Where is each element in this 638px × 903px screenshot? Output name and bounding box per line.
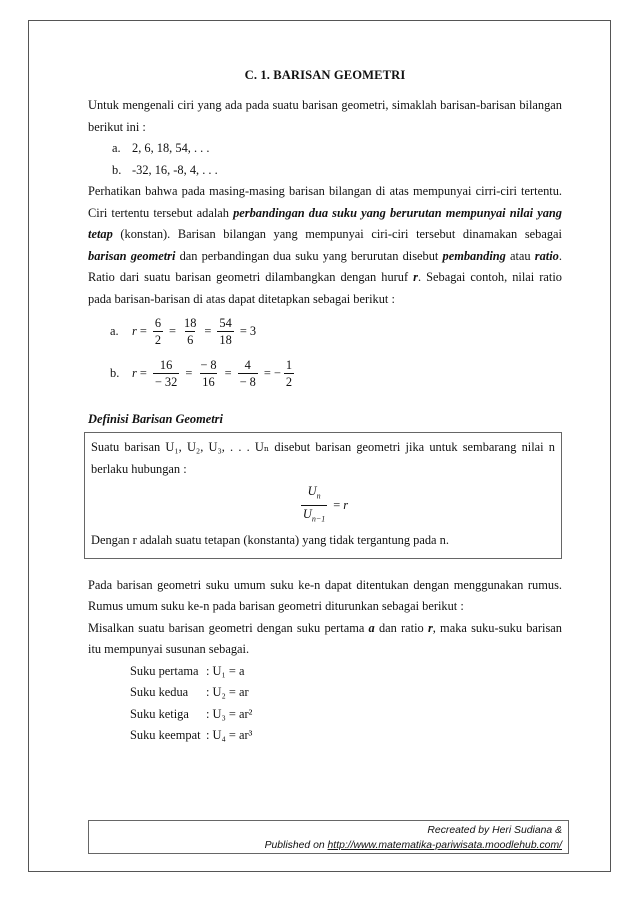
term-list bbox=[88, 661, 562, 747]
example-item-a: a. 2, 6, 18, 54, . . . bbox=[112, 141, 210, 155]
term-row: Suku ketiga : U₃ = ar² bbox=[130, 706, 253, 721]
general-term-paragraph: Pada barisan geometri suku umum suku ke-n dapat ditentukan dengan menggunakan rumus. Rumus umum suku ke-n pada barisan geometri diturunkan sebagai berikut : bbox=[88, 577, 562, 613]
suppose-paragraph: Misalkan suatu barisan geometri dengan suku pertama a dan ratio r, maka suku-suku barisan itu mempunyai susunan sebagai. bbox=[88, 620, 562, 656]
footer-published-line: Published on http://www.matematika-pariwisata.moodlehub.com/ bbox=[264, 840, 562, 851]
section-title: C. 1. BARISAN GEOMETRI bbox=[244, 68, 406, 82]
footer-credit bbox=[88, 820, 569, 854]
footer-link[interactable]: http://www.matematika-pariwisata.moodlehub.com/ bbox=[327, 840, 562, 851]
term-row: Suku keempat : U₄ = ar³ bbox=[130, 728, 253, 742]
document-content bbox=[88, 68, 562, 747]
definition-text: Suatu barisan U₁, U₂, U₃, . . . Uₙ disebut barisan geometri jika untuk sembarang nilai n berlaku hubungan : bbox=[91, 440, 555, 476]
definition-note: Dengan r adalah suatu tetapan (konstanta) yang tidak tergantung pada n. bbox=[91, 533, 449, 547]
ratio-example-a: a. r = $\frac{6}{2}$ = $\frac{18}{6}$ = $\frac{54}{18}$ = 3 bbox=[110, 315, 257, 347]
example-item-b: b. -32, 16, -8, 4, . . . bbox=[112, 162, 218, 177]
ratio-explanation-paragraph: Perhatikan bahwa pada masing-masing barisan bilangan di atas mempunyai cirri-ciri tertentu. Ciri tertentu tersebut adalah perbandingan dua suku yang berurutan mempunyai nilai yang tetap (konstan). Barisan bilangan yang mempunyai ciri-ciri tersebut dinamakan sebagai barisan geometri dan perbandingan dua suku yang berurutan disebut pembanding atau ratio. Ratio dari suatu barisan geometri dilambangkan dengan huruf r. Sebagai contoh, nilai ratio pada barisan-barisan di atas dapat ditetapkan sebagai berikut : bbox=[88, 184, 562, 306]
intro-paragraph: Untuk mengenali ciri yang ada pada suatu barisan geometri, simaklah barisan-barisan bilangan berikut ini : bbox=[88, 98, 562, 134]
definition-formula: $\frac{U_n}{U_{n-1}}$ = r bbox=[91, 480, 555, 530]
footer-credit-line: Recreated by Heri Sudiana & bbox=[427, 825, 562, 836]
term-row: Suku kedua : U₂ = ar bbox=[130, 685, 249, 699]
example-sequences bbox=[88, 138, 562, 181]
definition-box bbox=[84, 432, 562, 559]
term-row: Suku pertama : U₁ = a bbox=[130, 663, 245, 678]
definition-heading: Definisi Barisan Geometri bbox=[88, 412, 223, 426]
ratio-example-b: b. r = $\frac{16}{- 32}$ = $\frac{- 8}{16}$ = $\frac{4}{- 8}$ = − $\frac{1}{2}$ bbox=[110, 357, 293, 389]
